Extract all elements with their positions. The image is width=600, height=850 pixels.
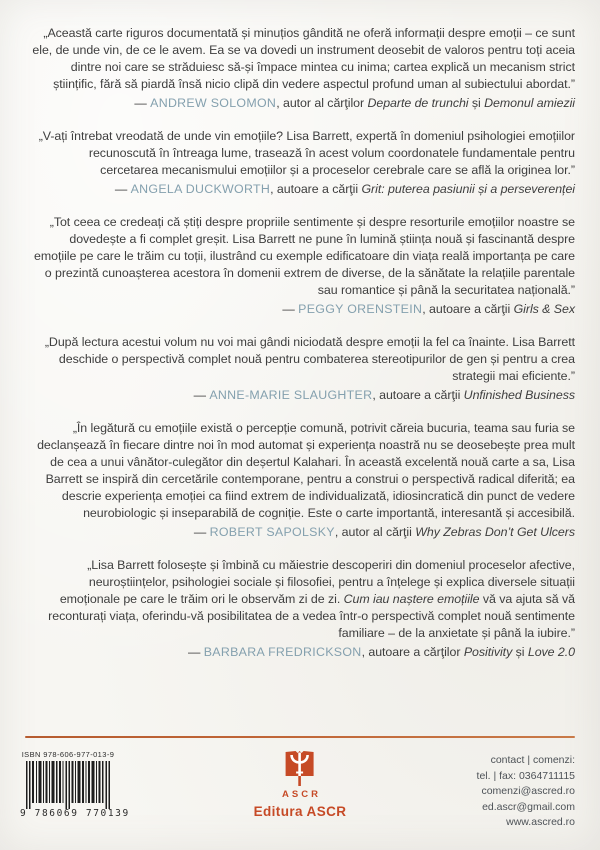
author-name: ROBERT SAPOLSKY — [209, 525, 335, 539]
barcode-digits: 9 786069 770139 — [20, 808, 130, 819]
author-name: ANGELA DUCKWORTH — [130, 182, 271, 196]
text-segment: Positivity — [463, 645, 513, 659]
text-segment: — — [193, 525, 210, 539]
text-segment: Unfinished Business — [463, 388, 575, 402]
contact-line: comenzi@ascred.ro — [481, 785, 575, 797]
text-segment: — — [193, 388, 210, 402]
contact-info — [477, 753, 575, 831]
text-segment: Love 2.0 — [527, 645, 575, 659]
publisher-logo — [254, 748, 347, 819]
text-segment: , autoare a cărţii — [270, 182, 362, 196]
quote-attribution — [28, 644, 575, 661]
text-segment: Girls & Sex — [513, 302, 575, 316]
quote-attribution — [28, 181, 575, 198]
text-segment: , autoare a cărţii — [372, 388, 464, 402]
text-segment: Grit: puterea pasiunii și a perseverenței — [361, 182, 575, 196]
text-segment: Departe de trunchi — [367, 96, 469, 110]
text-segment: — — [282, 302, 299, 316]
text-segment: „V-ați întrebat vreodată de unde vin emoțiile? Lisa Barrett, expertă în domeniul psihologiei emoțiilor recunoscută în întreaga lume, trasează în acest volum coordonatele fundamentale pentru cercetarea mecanismului emoțiilor și a proceselor cerebrale care se află la originea lor.” — [38, 129, 575, 177]
publisher-acronym: ASCR — [282, 789, 321, 800]
barcode-bars-icon — [26, 761, 110, 809]
quote-attribution — [28, 95, 575, 112]
quote-text — [28, 420, 575, 522]
author-name: ANDREW SOLOMON — [150, 96, 277, 110]
text-segment: Demonul amiezii — [484, 96, 575, 110]
quote-attribution — [28, 387, 575, 404]
contact-line: tel. | fax: 0364711115 — [476, 769, 575, 782]
testimonial-quote — [28, 25, 575, 112]
quote-text — [28, 214, 575, 299]
text-segment: și — [468, 96, 485, 110]
text-segment: vă va ajuta să vă reconturați viața, oferindu-vă posibilitatea de a vedea într-o perspectivă complet nouă sentimente familiare – de la anxietate și până la iubire.” — [48, 592, 575, 640]
text-segment: Cum iau naștere emoțiile — [343, 592, 480, 606]
quote-text — [28, 557, 575, 642]
text-segment: , autoare a cărţilor — [361, 645, 464, 659]
text-segment: și — [512, 645, 528, 659]
author-name: PEGGY ORENSTEIN — [298, 302, 423, 316]
author-name: BARBARA FREDRICKSON — [203, 645, 362, 659]
testimonial-quote — [28, 557, 575, 661]
text-segment: Why Zebras Don’t Get Ulcers — [415, 525, 575, 539]
text-segment: „În legătură cu emoțiile există o percepție comună, potrivit căreia bucuria, teama sau furia se declanșează în fiecare dintre noi în mod automat și experiența noastră nu se deosebește prea mult de cea a unui vânător-culegător din deșertul Kalahari. În această excelentă nouă carte a sa, Lisa Barrett se inspiră din cercetările contemporane, pentru a construi o perspectivă radical diferită; ea descrie experiența emoției ca fiind extrem de individualizată, idiosincratică din punct de vedere neurobiologic și inseparabilă de cogniție. Este o carte importantă, interesantă și accesibilă. — [37, 421, 575, 520]
text-segment: „După lectura acestui volum nu voi mai gândi niciodată despre emoții la fel ca înainte. Lisa Barrett deschide o perspectivă complet nouă pentru combaterea stereotipurilor de gen și pentru a crea strategii mai eficiente.” — [44, 335, 575, 383]
text-segment: „Lisa Barrett folosește și îmbină cu măiestrie descoperiri din domeniul proceselor afective, neuroștiințelor, psihologiei sociale și filosofiei, pentru a înțelege și explica diversele situații emoționale pe care le trăim ori le observăm zi de zi. — [59, 558, 575, 606]
isbn-barcode — [20, 750, 130, 819]
text-segment: — — [134, 96, 151, 110]
author-name: ANNE-MARIE SLAUGHTER — [209, 388, 373, 402]
testimonial-quote — [28, 214, 575, 318]
quote-text — [28, 25, 575, 93]
quote-text — [28, 334, 575, 385]
quote-attribution — [28, 524, 575, 541]
publisher-name: Editura ASCR — [253, 804, 347, 819]
text-segment: , autor al cărţilor — [276, 96, 368, 110]
testimonial-quote — [28, 128, 575, 198]
text-segment: , autoare a cărţii — [422, 302, 514, 316]
contact-line: www.ascred.ro — [506, 816, 575, 828]
text-segment: „Tot ceea ce credeați că știți despre propriile sentimente și despre resorturile emoțiilor noastre se dovedește a fi complet greșit. Lisa Barrett ne pune în lumină știința nouă și fascinantă despre emoțiile pe care le trăim cu toții, ilustrând cu exemple edificatoare din viața reală importanța pe care o prezintă cunoașterea acestora în domenii extrem de diverse, de la sănătate la relațiile parentale sau romantice și până la securitatea națională.” — [34, 215, 575, 297]
footer-divider — [25, 736, 575, 738]
quote-attribution — [28, 301, 575, 318]
text-segment: — — [114, 182, 131, 196]
contact-line: ed.ascr@gmail.com — [482, 800, 575, 813]
text-segment: , autor al cărţii — [334, 525, 416, 539]
isbn-label: ISBN 978-606-977-013-9 — [21, 750, 115, 759]
psi-book-icon — [283, 748, 317, 788]
quote-text — [28, 128, 575, 179]
contact-line: contact | comenzi: — [490, 754, 575, 766]
text-segment: — — [187, 645, 204, 659]
testimonial-quote — [28, 420, 575, 541]
quotes-section — [28, 25, 575, 677]
testimonial-quote — [28, 334, 575, 404]
text-segment: „Această carte riguros documentată și minuțios gândită ne oferă informații despre emoții – ce sunt ele, de unde vin, de ce le avem. Ea se va dovedi un instrument deosebit de valoros pentru toți aceia dintre noi care se străduiesc să-și împace mintea cu inima; cartea explică un mecanism strict științific, fără să piardă însă nicio clipă din vedere aspectul profund uman al subiectului abordat.” — [32, 26, 575, 91]
